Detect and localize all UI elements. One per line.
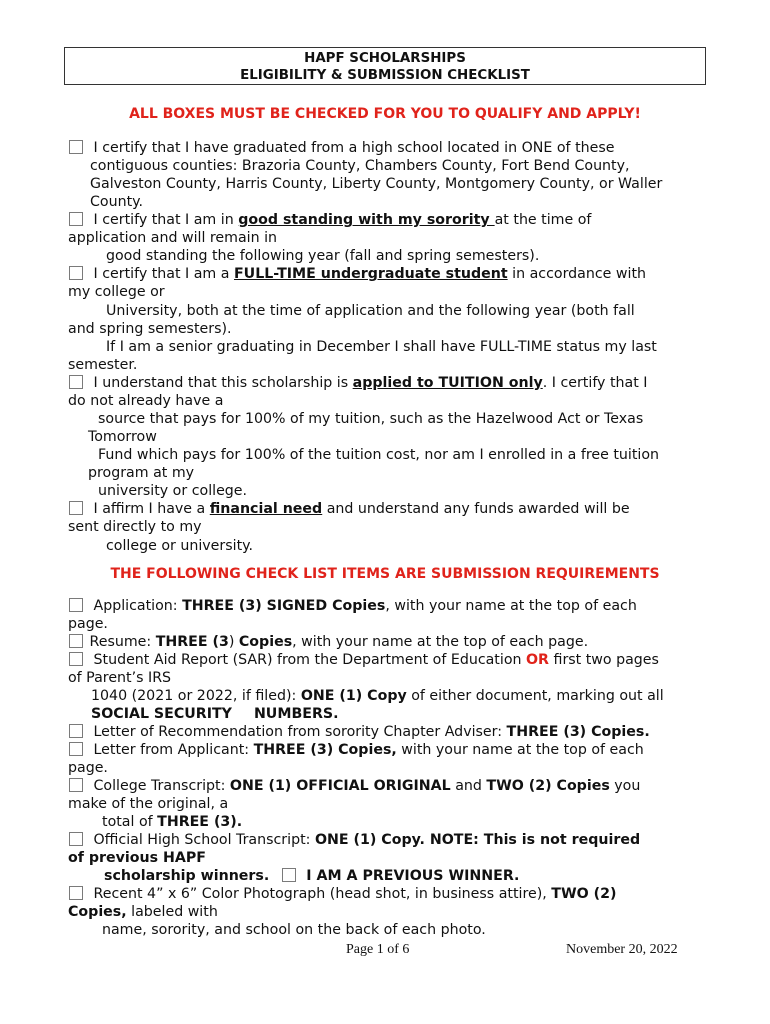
text-line: my college or xyxy=(68,284,165,300)
checkbox[interactable] xyxy=(69,266,83,280)
checkbox[interactable] xyxy=(69,724,83,738)
text-line: page. xyxy=(68,760,108,776)
text-line: do not already have a xyxy=(68,393,224,409)
text-line: scholarship winners. I AM A PREVIOUS WINNER. xyxy=(104,868,520,884)
text-line: Tomorrow xyxy=(88,429,157,445)
text-line: Copies, labeled with xyxy=(68,904,218,920)
text-line: sent directly to my xyxy=(68,519,202,535)
checkbox[interactable] xyxy=(69,140,83,154)
eligibility-item-3: I certify that I am a FULL-TIME undergraduate student in accordance with xyxy=(69,265,646,283)
submission-item-recommendation: Letter of Recommendation from sorority Chapter Adviser: THREE (3) Copies. xyxy=(69,723,650,741)
text-line: County. xyxy=(90,194,144,210)
text-line: semester. xyxy=(68,357,138,373)
text-line: Galveston County, Harris County, Liberty County, Montgomery County, or Waller xyxy=(90,176,663,192)
checkbox[interactable] xyxy=(69,501,83,515)
checkbox[interactable] xyxy=(69,598,83,612)
submission-heading: THE FOLLOWING CHECK LIST ITEMS ARE SUBMISSION REQUIREMENTS xyxy=(110,566,660,582)
previous-winner-checkbox[interactable] xyxy=(282,868,296,882)
text-line: contiguous counties: Brazoria County, Chambers County, Fort Bend County, xyxy=(90,158,630,174)
text-line: If I am a senior graduating in December I shall have FULL-TIME status my last xyxy=(106,339,657,355)
checkbox[interactable] xyxy=(69,375,83,389)
text-line: of Parent’s IRS xyxy=(68,670,172,686)
eligibility-item-5: I affirm I have a financial need and understand any funds awarded will be xyxy=(69,500,630,518)
checkbox[interactable] xyxy=(69,742,83,756)
checkbox[interactable] xyxy=(69,652,83,666)
text-line: university or college. xyxy=(98,483,248,499)
submission-item-college-transcript: College Transcript: ONE (1) OFFICIAL ORIGINAL and TWO (2) Copies you xyxy=(69,777,640,795)
checkbox[interactable] xyxy=(69,634,83,648)
document-date: November 20, 2022 xyxy=(566,942,678,957)
checkbox[interactable] xyxy=(69,832,83,846)
eligibility-heading: ALL BOXES MUST BE CHECKED FOR YOU TO QUALIFY AND APPLY! xyxy=(129,106,641,122)
submission-item-sar: Student Aid Report (SAR) from the Department of Education OR first two pages xyxy=(69,651,659,669)
text-line: application and will remain in xyxy=(68,230,278,246)
submission-item-application: Application: THREE (3) SIGNED Copies, with your name at the top of each xyxy=(69,597,637,615)
title-line-1: HAPF SCHOLARSHIPS xyxy=(304,51,466,66)
eligibility-item-1: I certify that I have graduated from a high school located in ONE of these xyxy=(69,139,614,157)
text-line: college or university. xyxy=(106,538,254,554)
text-line: source that pays for 100% of my tuition, such as the Hazelwood Act or Texas xyxy=(98,411,644,427)
text-line: 1040 (2021 or 2022, if filed): ONE (1) Copy of either document, marking out all xyxy=(91,688,664,704)
checkbox[interactable] xyxy=(69,778,83,792)
text-line: program at my xyxy=(88,465,195,481)
submission-item-applicant-letter: Letter from Applicant: THREE (3) Copies, with your name at the top of each xyxy=(69,741,644,759)
text-line: name, sorority, and school on the back of each photo. xyxy=(102,922,486,938)
text-line: total of THREE (3). xyxy=(102,814,243,830)
text-line: good standing the following year (fall and spring semesters). xyxy=(106,248,540,264)
text-line: University, both at the time of application and the following year (both fall xyxy=(106,303,635,319)
checkbox[interactable] xyxy=(69,886,83,900)
text-line: Fund which pays for 100% of the tuition cost, nor am I enrolled in a free tuition xyxy=(98,447,660,463)
text-line: make of the original, a xyxy=(68,796,229,812)
eligibility-item-2: I certify that I am in good standing with my sorority at the time of xyxy=(69,211,591,229)
text-line: and spring semesters). xyxy=(68,321,232,337)
title-line-2: ELIGIBILITY & SUBMISSION CHECKLIST xyxy=(240,68,530,83)
page-number: Page 1 of 6 xyxy=(346,942,410,957)
submission-item-hs-transcript: Official High School Transcript: ONE (1) Copy. NOTE: This is not required xyxy=(69,831,640,849)
text-line: page. xyxy=(68,616,108,632)
checkbox[interactable] xyxy=(69,212,83,226)
submission-item-resume: Resume: THREE (3) Copies, with your name at the top of each page. xyxy=(69,633,588,651)
eligibility-item-4: I understand that this scholarship is applied to TUITION only. I certify that I xyxy=(69,374,647,392)
submission-item-photograph: Recent 4” x 6” Color Photograph (head shot, in business attire), TWO (2) xyxy=(69,885,616,903)
text-line: SOCIAL SECURITY NUMBERS. xyxy=(91,706,339,722)
text-line: of previous HAPF xyxy=(68,850,206,866)
document-title xyxy=(64,47,706,85)
